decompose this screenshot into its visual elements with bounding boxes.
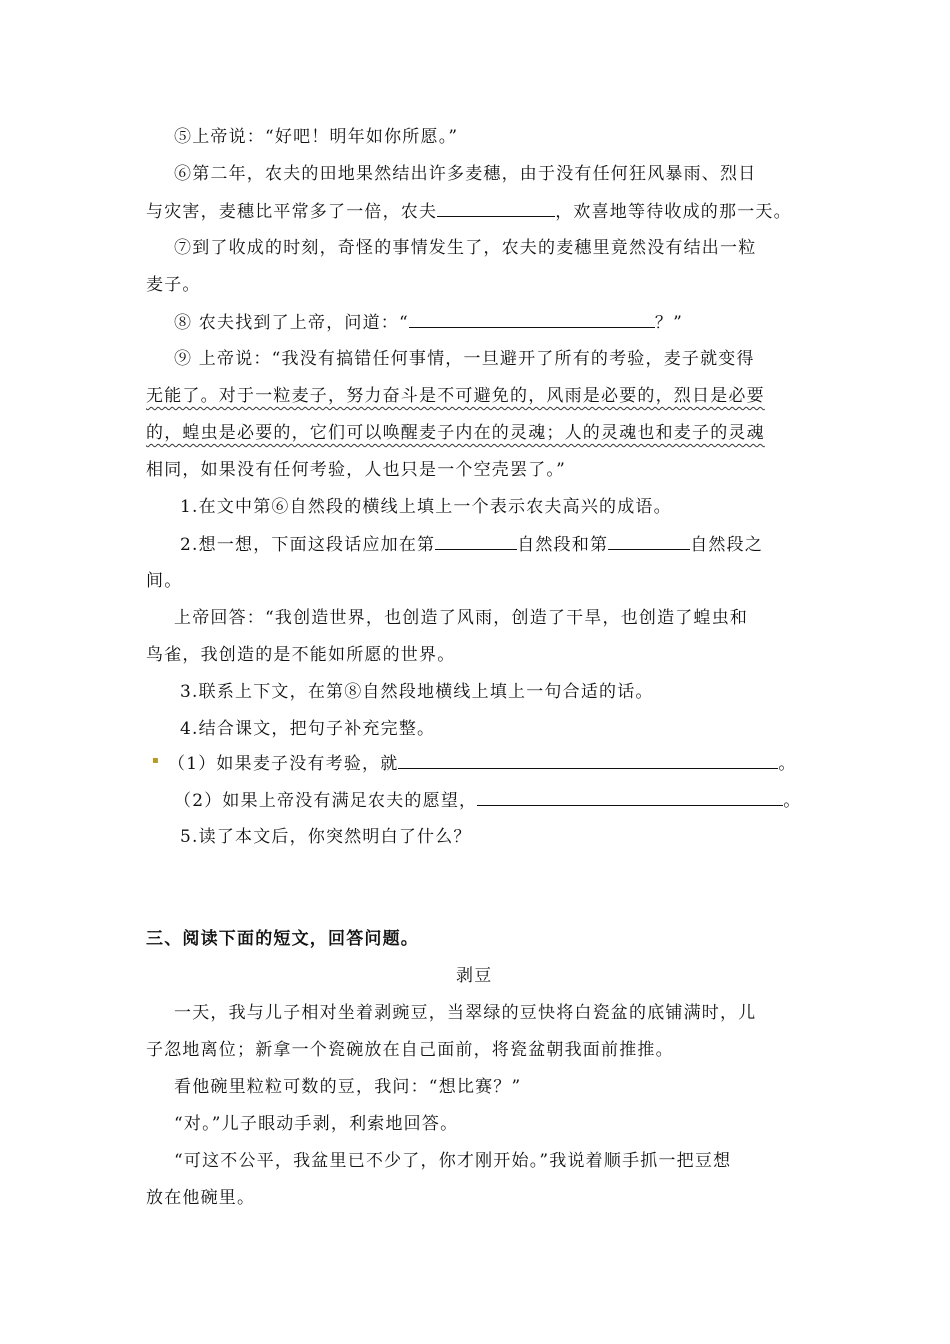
story-paragraph-1-line-2: 子忽地离位；新拿一个瓷碗放在自己面前，将瓷盆朝我面前推推。 xyxy=(146,1040,674,1060)
paragraph-number-blank-1[interactable] xyxy=(435,533,517,550)
paragraph-6-line-2 xyxy=(146,200,792,223)
paragraph-6-text-after-blank: ，欢喜地等待收成的那一天。 xyxy=(555,202,792,222)
paragraph-8-text-before-blank: ⑧ 农夫找到了上帝，问道：“ xyxy=(174,313,409,333)
question-4-2-text: （2）如果上帝没有满足农夫的愿望， xyxy=(174,791,478,811)
question-2-line-2: 间。 xyxy=(146,571,183,591)
story-paragraph-4-line-1: “可这不公平，我盆里已不少了，你才刚开始。”我说着顺手抓一把豆想 xyxy=(174,1151,732,1171)
story-title: 剥豆 xyxy=(456,966,493,986)
paragraph-8 xyxy=(174,311,683,334)
question-1: 1.在文中第⑥自然段的横线上填上一个表示农夫高兴的成语。 xyxy=(180,497,672,517)
answer-blank-4-2[interactable] xyxy=(477,789,783,806)
farmer-question-blank[interactable] xyxy=(409,311,655,328)
question-2-text-a: 2.想一想，下面这段话应加在第 xyxy=(180,535,436,555)
paragraph-6-text-before-blank: 与灾害，麦穗比平常多了一倍，农夫 xyxy=(146,202,438,222)
question-4: 4.结合课文，把句子补充完整。 xyxy=(180,719,436,739)
question-4-1-end: 。 xyxy=(778,754,797,774)
paragraph-number-blank-2[interactable] xyxy=(608,533,690,550)
god-reply-line-1: 上帝回答：“我创造世界，也创造了风雨，创造了干旱，也创造了蝗虫和 xyxy=(174,608,749,628)
paragraph-6-line-1: ⑥第二年，农夫的田地果然结出许多麦穗，由于没有任何狂风暴雨、烈日 xyxy=(174,164,757,184)
paragraph-9-line-4: 相同，如果没有任何考验，人也只是一个空壳罢了。” xyxy=(146,460,566,480)
story-paragraph-1-line-1: 一天，我与儿子相对坐着剥豌豆，当翠绿的豆快将白瓷盆的底铺满时，儿 xyxy=(174,1003,757,1023)
question-3: 3.联系上下文，在第⑧自然段地横线上填上一句合适的话。 xyxy=(180,682,654,702)
question-2-text-c: 自然段之 xyxy=(690,535,764,555)
paragraph-5: ⑤上帝说：“好吧！明年如你所愿。” xyxy=(174,127,459,147)
paragraph-9-line-2: 无能了。对于一粒麦子，努力奋斗是不可避免的，风雨是必要的，烈日是必要 xyxy=(146,386,765,406)
question-5: 5.读了本文后，你突然明白了什么？ xyxy=(180,827,472,847)
question-4-2 xyxy=(174,789,801,812)
margin-dot: ▪ xyxy=(152,755,160,766)
paragraph-9-line-1: ⑨ 上帝说：“我没有搞错任何事情，一旦避开了所有的考验，麦子就变得 xyxy=(174,349,755,369)
story-paragraph-2: 看他碗里粒粒可数的豆，我问：“想比赛？” xyxy=(174,1077,522,1097)
question-4-1 xyxy=(168,752,797,775)
god-reply-line-2: 鸟雀，我创造的是不能如所愿的世界。 xyxy=(146,645,456,665)
section-3-heading: 三、阅读下面的短文，回答问题。 xyxy=(146,929,419,949)
question-2-text-b: 自然段和第 xyxy=(517,535,609,555)
paragraph-7-line-2: 麦子。 xyxy=(146,275,201,295)
paragraph-9-line-3: 的，蝗虫是必要的，它们可以唤醒麦子内在的灵魂；人的灵魂也和麦子的灵魂 xyxy=(146,423,765,443)
question-4-2-end: 。 xyxy=(783,791,802,811)
answer-blank-4-1[interactable] xyxy=(398,752,778,769)
idiom-answer-blank[interactable] xyxy=(437,200,555,217)
paragraph-8-text-after-blank: ？” xyxy=(654,313,683,333)
story-paragraph-3: “对。”儿子眼动手剥，利索地回答。 xyxy=(174,1114,459,1134)
question-4-1-text: （1）如果麦子没有考验，就 xyxy=(168,754,399,774)
paragraph-7-line-1: ⑦到了收成的时刻，奇怪的事情发生了，农夫的麦穗里竟然没有结出一粒 xyxy=(174,238,757,258)
story-paragraph-4-line-2: 放在他碗里。 xyxy=(146,1188,256,1208)
question-2 xyxy=(180,533,763,556)
